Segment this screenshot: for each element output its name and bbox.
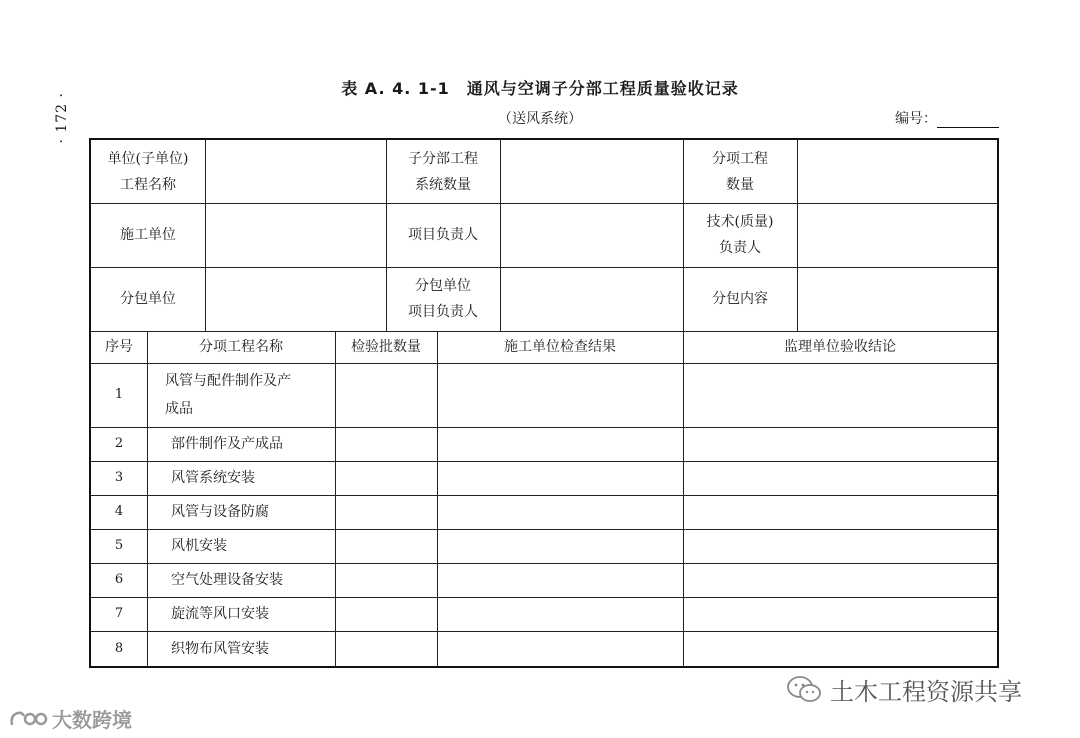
row-serial-no: 5 xyxy=(114,538,124,553)
page-subtitle: （送风系统） xyxy=(498,111,582,127)
row-serial-no: 2 xyxy=(114,436,124,451)
row-conclusion-field[interactable] xyxy=(683,461,997,495)
row-sub-item-name: 织物布风管安装 xyxy=(171,640,269,657)
row-sub-item-name: 旋流等风口安装 xyxy=(171,606,269,622)
row-check-result-field[interactable] xyxy=(437,597,683,631)
row-conclusion-field[interactable] xyxy=(683,363,997,427)
unit-project-name-field[interactable] xyxy=(205,140,386,203)
row-sub-item-name: 风管系统安装 xyxy=(171,470,255,486)
row-batch-count-field[interactable] xyxy=(335,597,437,631)
row-serial-no: 6 xyxy=(114,572,124,587)
row-check-result-field[interactable] xyxy=(437,363,683,427)
row-check-result-field[interactable] xyxy=(437,427,683,461)
row-batch-count-field[interactable] xyxy=(335,427,437,461)
row-check-result-field[interactable] xyxy=(437,631,683,666)
watermark-left xyxy=(8,704,132,733)
row-serial-no: 3 xyxy=(114,470,124,485)
wechat-icon xyxy=(786,675,822,705)
row-conclusion-field[interactable] xyxy=(683,427,997,461)
row-check-result-field[interactable] xyxy=(437,529,683,563)
row-serial-no: 7 xyxy=(114,606,124,621)
subcontract-project-leader-label: 分包单位 项目负责人 xyxy=(408,278,478,320)
row-check-result-field[interactable] xyxy=(437,461,683,495)
row-conclusion-field[interactable] xyxy=(683,495,997,529)
project-leader-field[interactable] xyxy=(500,203,683,267)
row-sub-item-name: 风管与配件制作及产 成品 xyxy=(165,373,291,417)
header-sub-item-name: 分项工程名称 xyxy=(199,339,283,355)
watermark-left-text: 大数跨境 xyxy=(52,708,132,732)
construction-unit-label: 施工单位 xyxy=(120,227,176,243)
row-batch-count-field[interactable] xyxy=(335,461,437,495)
subcontract-content-label: 分包内容 xyxy=(712,291,768,307)
acceptance-record-form xyxy=(89,138,999,668)
row-batch-count-field[interactable] xyxy=(335,631,437,666)
technical-leader-label: 技术(质量) 负责人 xyxy=(706,214,774,256)
watermark-right xyxy=(786,672,1022,707)
construction-unit-field[interactable] xyxy=(205,203,386,267)
row-batch-count-field[interactable] xyxy=(335,529,437,563)
row-serial-no: 8 xyxy=(114,640,124,656)
row-check-result-field[interactable] xyxy=(437,495,683,529)
header-inspection-batch-count: 检验批数量 xyxy=(351,339,421,355)
row-sub-item-name: 风管与设备防腐 xyxy=(171,504,269,520)
sub-division-system-count-field[interactable] xyxy=(500,140,683,203)
row-sub-item-name: 部件制作及产成品 xyxy=(171,436,283,452)
subcontract-project-leader-field[interactable] xyxy=(500,267,683,331)
row-sub-item-name: 空气处理设备安装 xyxy=(171,572,283,588)
row-batch-count-field[interactable] xyxy=(335,563,437,597)
row-conclusion-field[interactable] xyxy=(683,563,997,597)
subcontract-content-field[interactable] xyxy=(797,267,997,331)
sub-item-count-field[interactable] xyxy=(797,140,997,203)
header-serial-no: 序号 xyxy=(105,339,133,355)
row-serial-no: 1 xyxy=(114,387,124,402)
page-number: · 172 · xyxy=(54,92,70,144)
row-conclusion-field[interactable] xyxy=(683,631,997,666)
technical-leader-field[interactable] xyxy=(797,203,997,267)
row-sub-item-name: 风机安装 xyxy=(171,538,227,554)
header-supervision-conclusion: 监理单位验收结论 xyxy=(784,339,896,355)
doc-number xyxy=(895,108,999,128)
subcontract-unit-field[interactable] xyxy=(205,267,386,331)
doc-number-label: 编号： xyxy=(895,111,937,127)
row-check-result-field[interactable] xyxy=(437,563,683,597)
watermark-right-text: 土木工程资源共享 xyxy=(830,678,1022,706)
sub-division-system-count-label: 子分部工程 系统数量 xyxy=(408,150,478,193)
header-construction-check-result: 施工单位检查结果 xyxy=(504,339,616,355)
page-title: 表 A. 4. 1-1 通风与空调子分部工程质量验收记录 xyxy=(341,79,739,98)
row-batch-count-field[interactable] xyxy=(335,495,437,529)
row-conclusion-field[interactable] xyxy=(683,529,997,563)
project-leader-label: 项目负责人 xyxy=(408,227,478,243)
sub-item-count-label: 分项工程 数量 xyxy=(712,150,768,193)
subcontract-unit-label: 分包单位 xyxy=(120,291,176,307)
brand-logo-icon xyxy=(8,707,48,731)
row-conclusion-field[interactable] xyxy=(683,597,997,631)
unit-project-name-label: 单位(子单位) 工程名称 xyxy=(107,150,189,193)
doc-number-field[interactable] xyxy=(937,113,999,128)
row-batch-count-field[interactable] xyxy=(335,363,437,427)
row-serial-no: 4 xyxy=(114,504,124,519)
